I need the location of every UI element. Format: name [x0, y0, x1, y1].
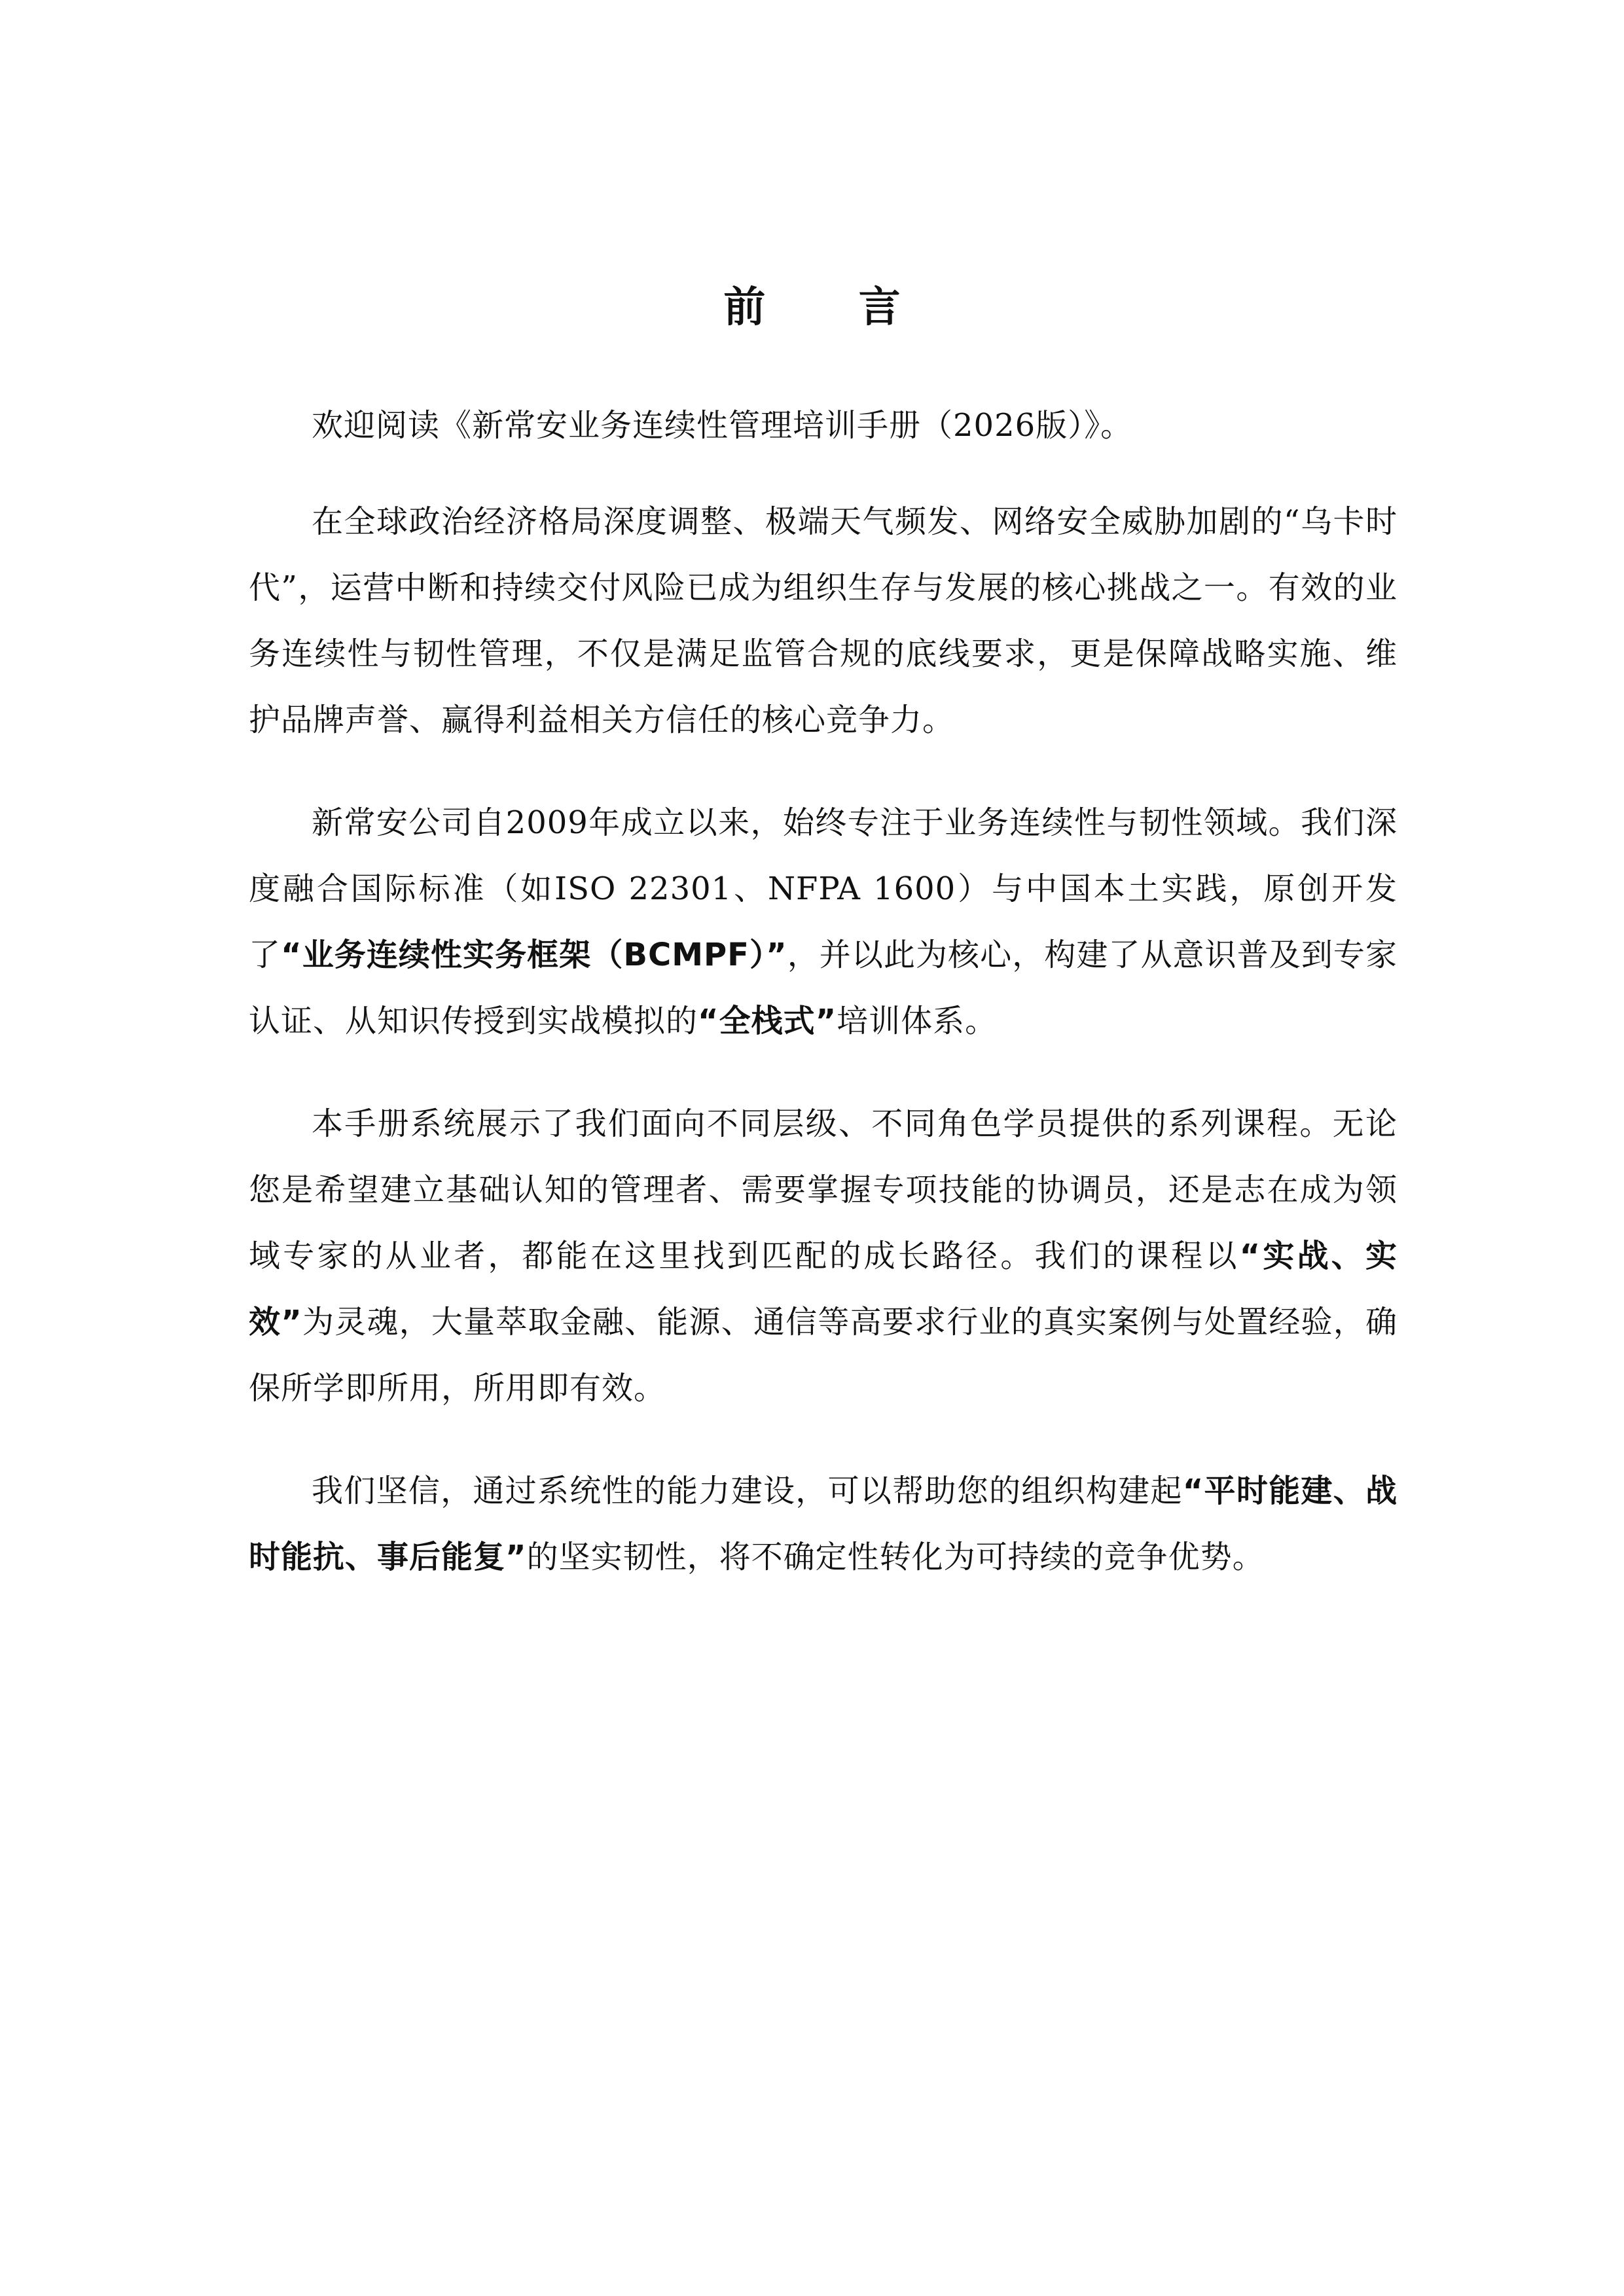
- paragraph-company-text-3: 培训体系。: [837, 1003, 998, 1039]
- paragraph-handbook-text-1: 本手册系统展示了我们面向不同层级、不同角色学员提供的系列课程。无论您是希望建立基础认知的管理者、需要掌握专项技能的协调员，还是志在成为领域专家的从业者，都能在这里找到匹配的成长路径。我们的课程以: [249, 1105, 1398, 1274]
- paragraph-handbook-text-2: 为灵魂，大量萃取金融、能源、通信等高要求行业的真实案例与处置经验，确保所学即所用，所用即有效。: [249, 1304, 1398, 1407]
- paragraph-handbook: [249, 1091, 1398, 1422]
- paragraph-welcome-text: 欢迎阅读《新常安业务连续性管理培训手册（2026版）》。: [312, 407, 1133, 444]
- practice-emphasis: “实战、实效”: [249, 1238, 1398, 1340]
- resilience-emphasis: “平时能建、战时能抗、事后能复”: [249, 1473, 1398, 1575]
- framework-name-emphasis: “业务连续性实务框架（BCMPF）”: [281, 937, 787, 973]
- paragraph-company-text-2: ，并以此为核心，构建了从意识普及到专家认证、从知识传授到实战模拟的: [249, 937, 1398, 1039]
- paragraph-welcome: [249, 393, 1398, 459]
- paragraph-context: [249, 489, 1398, 753]
- paragraph-belief-text-2: 的坚实韧性，将不确定性转化为可持续的竞争优势。: [526, 1539, 1265, 1575]
- page-title: 前 言: [723, 283, 940, 332]
- paragraph-company: [249, 790, 1398, 1054]
- paragraph-context-text: 在全球政治经济格局深度调整、极端天气频发、网络安全威胁加剧的“乌卡时代”，运营中断和持续交付风险已成为组织生存与发展的核心挑战之一。有效的业务连续性与韧性管理，不仅是满足监管合规的底线要求，更是保障战略实施、维护品牌声誉、赢得利益相关方信任的核心竞争力。: [249, 503, 1398, 738]
- document-body: [249, 393, 1398, 1627]
- paragraph-belief: [249, 1458, 1398, 1590]
- paragraph-belief-text-1: 我们坚信，通过系统性的能力建设，可以帮助您的组织构建起: [312, 1473, 1183, 1509]
- paragraph-company-text-1: 新常安公司自2009年成立以来，始终专注于业务连续性与韧性领域。我们深度融合国际标准（如ISO 22301、NFPA 1600）与中国本土实践，原创开发了: [249, 804, 1398, 973]
- full-stack-emphasis: “全栈式”: [698, 1003, 837, 1039]
